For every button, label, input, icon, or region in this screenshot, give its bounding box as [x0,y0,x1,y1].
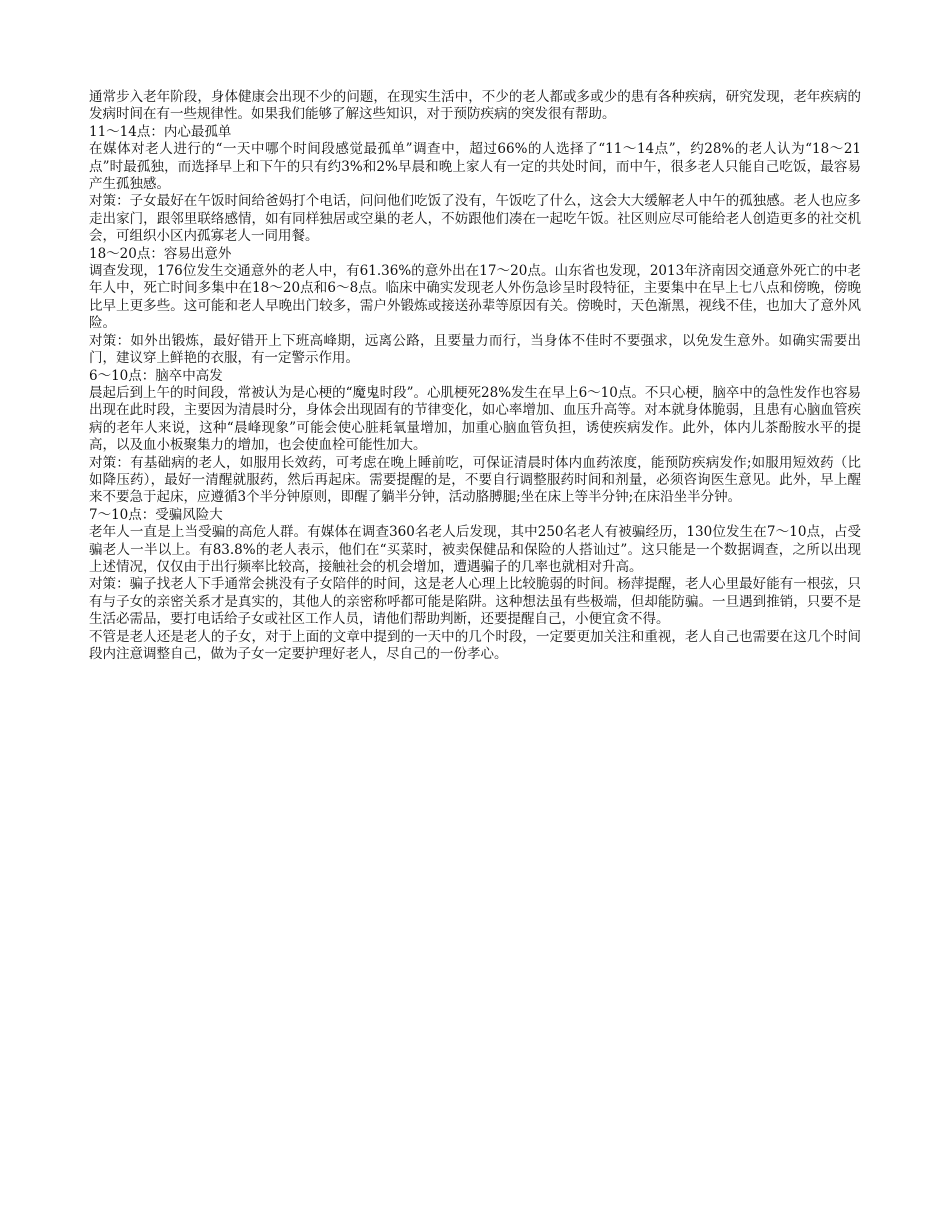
lonely-advice-paragraph: 对策：子女最好在午饭时间给爸妈打个电话，问问他们吃饭了没有，午饭吃了什么，这会大大缓解老人中午的孤独感。老人也应多走出家门，跟邻里联络感情，如有同样独居或空巢的老人，不妨跟他们凑在一起吃午饭。社区则应尽可能给老人创造更多的社交机会，可组织小区内孤寡老人一同用餐。 [89,193,861,245]
section-heading-lonely: 11～14点：内心最孤单 [89,123,232,140]
fraud-paragraph: 老年人一直是上当受骗的高危人群。有媒体在调查360名老人后发现，其中250名老人有被骗经历，130位发生在7～10点，占受骗老人一半以上。有83.8%的老人表示，他们在“买菜时，被卖保健品和保险的人搭讪过”。这只能是一个数据调查，之所以出现上述情况，仅仅由于出行频率比较高，接触社会的机会增加，遭遇骗子的几率也就相对升高。 [89,524,861,575]
lonely-paragraph: 在媒体对老人进行的“一天中哪个时间段感觉最孤单”调查中，超过66%的人选择了“11～14点”，约28%的老人认为“18～21点”时最孤独，而选择早上和下午的只有约3%和2%早晨和晚上家人有一定的共处时间，而中午，很多老人只能自己吃饭，最容易产生孤独感。 [89,141,861,193]
accident-advice-paragraph: 对策：如外出锻炼，最好错开上下班高峰期，远离公路，且要量力而行，当身体不佳时不要强求，以免发生意外。如确实需要出门，建议穿上鲜艳的衣服，有一定警示作用。 [89,332,861,367]
intro-paragraph: 通常步入老年阶段，身体健康会出现不少的问题，在现实生活中，不少的老人都或多或少的患有各种疾病，研究发现，老年疾病的发病时间在有一些规律性。如果我们能够了解这些知识，对于预防疾病的突发很有帮助。 [89,89,861,123]
article-body [89,89,861,663]
accident-paragraph: 调查发现，176位发生交通意外的老人中，有61.36%的意外出在17～20点。山东省也发现，2013年济南因交通意外死亡的中老年人中，死亡时间多集中在18～20点和6～8点。临床中确实发现老人外伤急诊呈时段特征，主要集中在早上七八点和傍晚，傍晚比早上更多些。这可能和老人早晚出门较多，需户外锻炼或接送孙辈等原因有关。傍晚时，天色渐黑，视线不佳，也加大了意外风险。 [89,263,861,332]
section-heading-fraud: 7～10点：受骗风险大 [89,506,223,523]
fraud-advice-paragraph: 对策：骗子找老人下手通常会挑没有子女陪伴的时间，这是老人心理上比较脆弱的时间。杨萍提醒，老人心里最好能有一根弦，只有与子女的亲密关系才是真实的，其他人的亲密称呼都可能是陷阱。这种想法虽有些极端，但却能防骗。一旦遇到推销，只要不是生活必需品，要打电话给子女或社区工作人员，请他们帮助判断，还要提醒自己，小便宜贪不得。 [89,576,861,628]
section-heading-accident: 18～20点：容易出意外 [89,245,232,262]
stroke-paragraph: 晨起后到上午的时间段，常被认为是心梗的“魔鬼时段”。心肌梗死28%发生在早上6～10点。不只心梗，脑卒中的急性发作也容易出现在此时段，主要因为清晨时分，身体会出现固有的节律变化，如心率增加、血压升高等。对本就身体脆弱，且患有心脑血管疾病的老年人来说，这种“晨峰现象”可能会使心脏耗氧量增加，加重心脑血管负担，诱使疾病发作。此外，体内儿茶酚胺水平的提高，以及血小板聚集力的增加，也会使血栓可能性加大。 [89,384,861,454]
conclusion-paragraph: 不管是老人还是老人的子女，对于上面的文章中提到的一天中的几个时段，一定要更加关注和重视，老人自己也需要在这几个时间段内注意调整自己，做为子女一定要护理好老人，尽自己的一份孝心。 [89,628,861,662]
stroke-advice-paragraph: 对策：有基础病的老人，如服用长效药，可考虑在晚上睡前吃，可保证清晨时体内血药浓度，能预防疾病发作;如服用短效药（比如降压药），最好一清醒就服药，然后再起床。需要提醒的是，不要自行调整服药时间和剂量，必须咨询医生意见。此外，早上醒来不要急于起床，应遵循3个半分钟原则，即醒了躺半分钟，活动胳膊腿;坐在床上等半分钟;在床沿坐半分钟。 [89,454,861,506]
section-heading-stroke: 6～10点：脑卒中高发 [89,367,223,384]
